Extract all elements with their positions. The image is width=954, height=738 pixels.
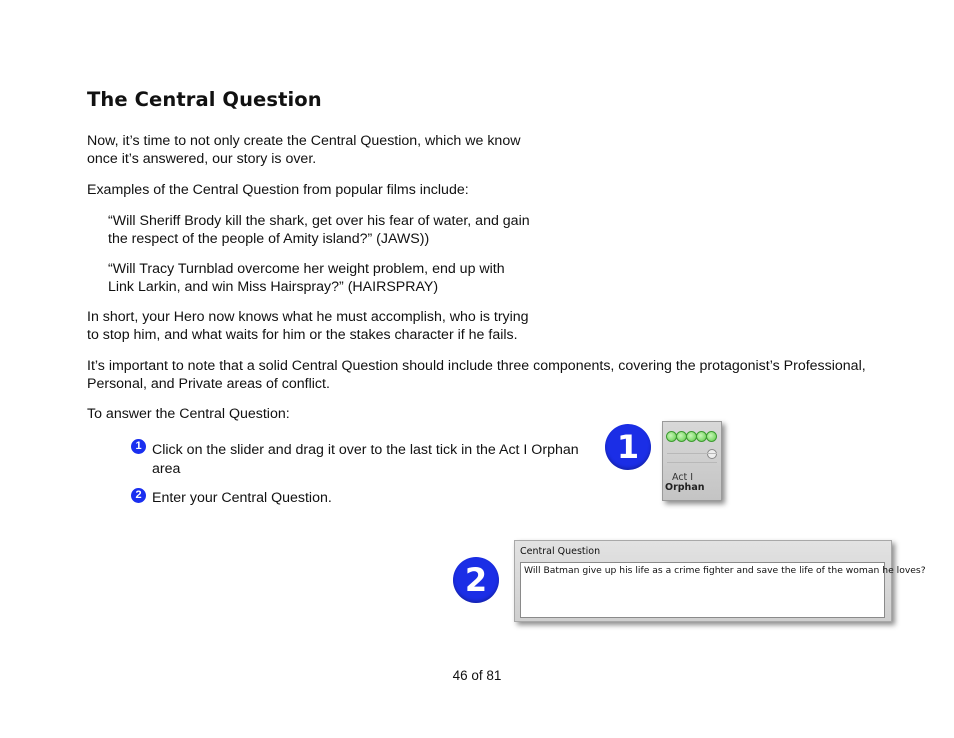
- hairspray-quote-line-1: “Will Tracy Turnblad overcome her weight problem, end up with: [108, 261, 505, 277]
- page-number: 46 of 81: [452, 668, 502, 683]
- slider-knob[interactable]: [707, 449, 717, 459]
- step-1-line-2: area: [152, 461, 181, 477]
- step-1-badge: 1: [131, 439, 146, 454]
- figure-1-badge: 1: [605, 424, 651, 470]
- step-1-line-1: Click on the slider and drag it over to the last tick in the Act I Orphan: [152, 442, 579, 458]
- intro-line-1: Now, it’s time to not only create the Central Question, which we know: [87, 133, 521, 149]
- intro-line-2: once it’s answered, our story is over.: [87, 151, 317, 167]
- slider-tick[interactable]: [706, 431, 717, 442]
- central-question-field-value: Will Batman give up his life as a crime fighter and save the life of the woman he loves?: [524, 565, 926, 576]
- divider: [667, 453, 717, 454]
- important-line-2: Personal, and Private areas of conflict.: [87, 376, 330, 392]
- orphan-label: Orphan: [665, 482, 705, 493]
- figure-2-badge: 2: [453, 557, 499, 603]
- to-answer-line: To answer the Central Question:: [87, 406, 290, 422]
- central-question-panel-title: Central Question: [520, 546, 601, 557]
- act-label: Act I: [672, 472, 694, 483]
- jaws-quote-line-1: “Will Sheriff Brody kill the shark, get over his fear of water, and gain: [108, 213, 530, 229]
- examples-intro: Examples of the Central Question from popular films include:: [87, 182, 469, 198]
- act-slider[interactable]: [666, 431, 718, 443]
- act-slider-screenshot: [662, 421, 722, 501]
- hairspray-quote-line-2: Link Larkin, and win Miss Hairspray?” (HAIRSPRAY): [108, 279, 439, 295]
- central-question-panel: [514, 540, 926, 622]
- important-line-1: It’s important to note that a solid Central Question should include three components, covering the protagonist’s Professional,: [87, 358, 866, 374]
- step-2-line-1: Enter your Central Question.: [152, 490, 332, 506]
- central-question-field[interactable]: [520, 562, 926, 618]
- page-title: The Central Question: [87, 88, 322, 111]
- hero-line-2: to stop him, and what waits for him or the stakes character if he fails.: [87, 327, 518, 343]
- step-2-badge: 2: [131, 488, 146, 503]
- hero-line-1: In short, your Hero now knows what he must accomplish, who is trying: [87, 309, 529, 325]
- jaws-quote-line-2: the respect of the people of Amity island?” (JAWS)): [108, 231, 430, 247]
- divider: [667, 462, 717, 463]
